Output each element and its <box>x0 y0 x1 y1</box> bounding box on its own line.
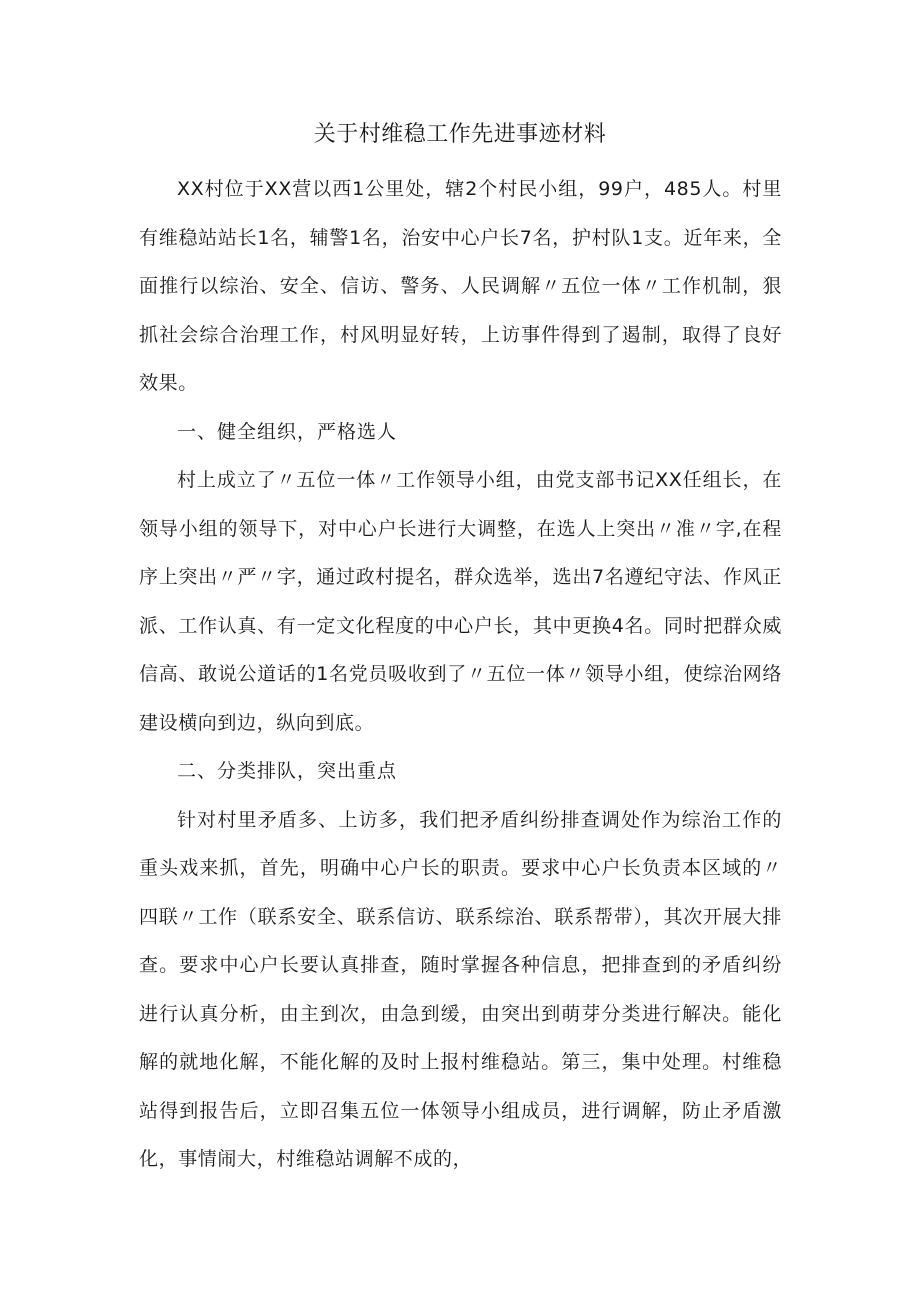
paragraph-classification: 针对村里矛盾多、上访多，我们把矛盾纠纷排查调处作为综治工作的重头戏来抓，首先，明确中心户长的职责。要求中心户长负责本区域的〃四联〃工作（联系安全、联系信访、联系综治、联系帮带），其次开展大排查。要求中心户长要认真排查，随时掌握各种信息，把排查到的矛盾纠纷进行认真分析，由主到次，由急到缓，由突出到萌芽分类进行解决。能化解的就地化解，不能化解的及时上报村维稳站。第三，集中处理。村维稳站得到报告后，立即召集五位一体领导小组成员，进行调解，防止矛盾激化，事情闹大，村维稳站调解不成的， <box>139 808 782 1170</box>
document-body <box>139 165 782 1184</box>
paragraph-intro: XX村位于XX营以西1公里处，辖2个村民小组，99户，485人。村里有维稳站站长1名，辅警1名，治安中心户长7名，护村队1支。近年来，全面推行以综治、安全、信访、警务、人民调解〃五位一体〃工作机制，狠抓社会综合治理工作，村风明显好转，上访事件得到了遏制，取得了良好效果。 <box>139 178 782 394</box>
paragraph-organization: 村上成立了〃五位一体〃工作领导小组，由党支部书记XX任组长，在领导小组的领导下，对中心户长进行大调整，在选人上突出〃准〃字,在程序上突出〃严〃字，通过政村提名，群众选举，选出7名遵纪守法、作风正派、工作认真、有一定文化程度的中心户长，其中更换4名。同时把群众威信高、敢说公道话的1名党员吸收到了〃五位一体〃领导小组，使综治网络建设横向到边，纵向到底。 <box>139 469 782 734</box>
section-heading-2: 二、分类排队，突出重点 <box>177 760 398 782</box>
document-title: 关于村维稳工作先进事迹材料 <box>313 122 607 147</box>
section-heading-1: 一、健全组织，严格选人 <box>177 420 398 443</box>
